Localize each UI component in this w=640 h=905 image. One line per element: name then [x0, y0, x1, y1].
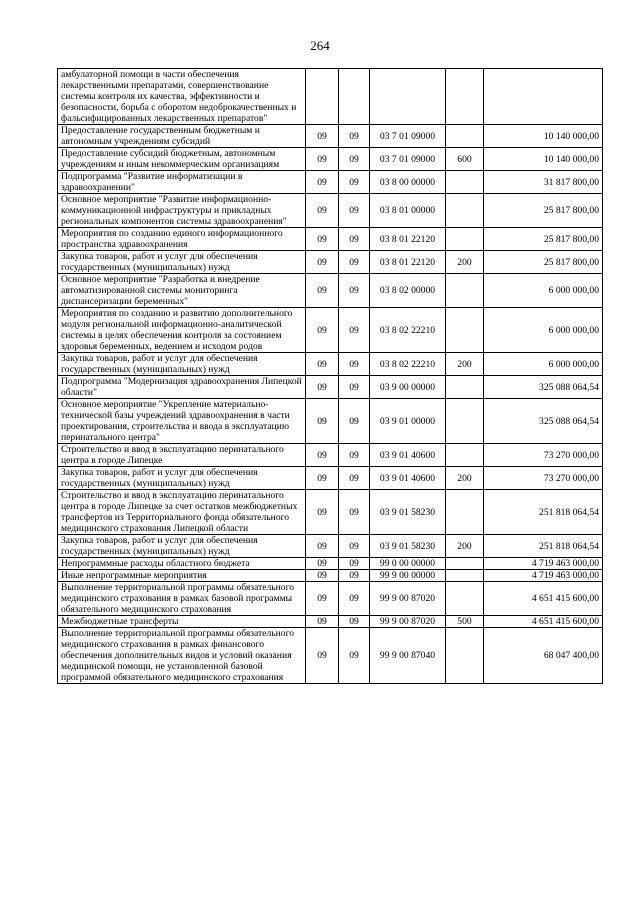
row-name-cell: Основное мероприятие "Развитие информационно-коммуникационной инфраструктуры и прикладных региональных компонентов системы здравоохранения" — [58, 194, 306, 228]
expense-type-cell — [446, 308, 484, 353]
target-item-cell: 03 9 01 40600 — [370, 467, 446, 490]
section-code-cell: 09 — [306, 558, 339, 570]
table-row — [58, 376, 603, 399]
budget-table — [57, 68, 603, 684]
target-item-cell: 03 8 02 22210 — [370, 308, 446, 353]
amount-cell: 10 140 000,00 — [484, 125, 603, 148]
expense-type-cell: 200 — [446, 535, 484, 558]
table-row — [58, 308, 603, 353]
amount-cell: 251 818 064,54 — [484, 535, 603, 558]
section-code-cell: 09 — [306, 353, 339, 376]
expense-type-cell: 200 — [446, 353, 484, 376]
row-name-cell: Межбюджетные трансферты — [58, 616, 306, 628]
section-code-cell: 09 — [306, 228, 339, 251]
subsection-code-cell: 09 — [339, 399, 370, 444]
table-row — [58, 125, 603, 148]
expense-type-cell: 200 — [446, 251, 484, 274]
amount-cell: 6 000 000,00 — [484, 353, 603, 376]
subsection-code-cell: 09 — [339, 148, 370, 171]
row-name-cell: Подпрограмма "Модернизация здравоохранения Липецкой области" — [58, 376, 306, 399]
subsection-code-cell: 09 — [339, 582, 370, 616]
section-code-cell: 09 — [306, 399, 339, 444]
subsection-code-cell: 09 — [339, 616, 370, 628]
expense-type-cell — [446, 69, 484, 125]
expense-type-cell — [446, 125, 484, 148]
section-code-cell: 09 — [306, 535, 339, 558]
target-item-cell: 03 9 01 40600 — [370, 444, 446, 467]
expense-type-cell — [446, 274, 484, 308]
section-code-cell: 09 — [306, 628, 339, 684]
table-row — [58, 69, 603, 125]
amount-cell: 73 270 000,00 — [484, 444, 603, 467]
subsection-code-cell — [339, 69, 370, 125]
target-item-cell: 03 7 01 09000 — [370, 148, 446, 171]
section-code-cell: 09 — [306, 148, 339, 171]
row-name-cell: Мероприятия по созданию единого информационного пространства здравоохранения — [58, 228, 306, 251]
amount-cell: 25 817 800,00 — [484, 194, 603, 228]
subsection-code-cell: 09 — [339, 628, 370, 684]
amount-cell: 25 817 800,00 — [484, 251, 603, 274]
table-row — [58, 582, 603, 616]
table-row — [58, 399, 603, 444]
row-name-cell: Непрограммные расходы областного бюджета — [58, 558, 306, 570]
subsection-code-cell: 09 — [339, 535, 370, 558]
table-row — [58, 558, 603, 570]
table-row — [58, 148, 603, 171]
table-row — [58, 490, 603, 535]
row-name-cell: амбулаторной помощи в части обеспечения лекарственными препаратами, совершенствование системы контроля их качества, эффективности и безопасности, борьба с оборотом недоброкачественных и фальсифицированных лекарственных препаратов" — [58, 69, 306, 125]
section-code-cell: 09 — [306, 125, 339, 148]
row-name-cell: Предоставление субсидий бюджетным, автономным учреждениям и иным некоммерческим организациям — [58, 148, 306, 171]
expense-type-cell: 600 — [446, 148, 484, 171]
table-row — [58, 194, 603, 228]
subsection-code-cell: 09 — [339, 125, 370, 148]
table-row — [58, 274, 603, 308]
subsection-code-cell: 09 — [339, 171, 370, 194]
row-name-cell: Иные непрограммные мероприятия — [58, 570, 306, 582]
amount-cell: 73 270 000,00 — [484, 467, 603, 490]
expense-type-cell — [446, 399, 484, 444]
amount-cell: 4 719 463 000,00 — [484, 558, 603, 570]
row-name-cell: Выполнение территориальной программы обязательного медицинского страхования в рамках базовой программы обязательного медицинского страхования — [58, 582, 306, 616]
expense-type-cell — [446, 194, 484, 228]
section-code-cell: 09 — [306, 570, 339, 582]
subsection-code-cell: 09 — [339, 376, 370, 399]
subsection-code-cell: 09 — [339, 274, 370, 308]
table-row — [58, 467, 603, 490]
expense-type-cell: 200 — [446, 467, 484, 490]
expense-type-cell — [446, 444, 484, 467]
expense-type-cell — [446, 490, 484, 535]
amount-cell: 4 719 463 000,00 — [484, 570, 603, 582]
target-item-cell: 99 9 00 87040 — [370, 628, 446, 684]
target-item-cell: 03 9 00 00000 — [370, 376, 446, 399]
subsection-code-cell: 09 — [339, 353, 370, 376]
target-item-cell: 99 9 00 87020 — [370, 582, 446, 616]
amount-cell: 325 088 064,54 — [484, 376, 603, 399]
expense-type-cell — [446, 228, 484, 251]
row-name-cell: Основное мероприятие "Укрепление материально-технической базы учреждений здравоохранения в части проектирования, строительства и ввода в эксплуатацию перинатального центра" — [58, 399, 306, 444]
section-code-cell: 09 — [306, 467, 339, 490]
section-code-cell: 09 — [306, 616, 339, 628]
subsection-code-cell: 09 — [339, 251, 370, 274]
row-name-cell: Закупка товаров, работ и услуг для обеспечения государственных (муниципальных) нужд — [58, 353, 306, 376]
page-number: 264 — [310, 38, 330, 53]
expense-type-cell — [446, 558, 484, 570]
target-item-cell: 03 8 01 22120 — [370, 251, 446, 274]
amount-cell: 4 651 415 600,00 — [484, 616, 603, 628]
section-code-cell: 09 — [306, 274, 339, 308]
row-name-cell: Закупка товаров, работ и услуг для обеспечения государственных (муниципальных) нужд — [58, 535, 306, 558]
row-name-cell: Подпрограмма "Развитие информатизации в здравоохранении" — [58, 171, 306, 194]
subsection-code-cell: 09 — [339, 444, 370, 467]
section-code-cell: 09 — [306, 490, 339, 535]
amount-cell: 68 047 400,00 — [484, 628, 603, 684]
table-row — [58, 570, 603, 582]
row-name-cell: Строительство и ввод в эксплуатацию перинатального центра в городе Липецке за счет остатков межбюджетных трансфертов из Территориального фонда обязательного медицинского страхования Липецкой области — [58, 490, 306, 535]
table-row — [58, 353, 603, 376]
expense-type-cell — [446, 582, 484, 616]
amount-cell: 325 088 064,54 — [484, 399, 603, 444]
amount-cell: 31 817 800,00 — [484, 171, 603, 194]
budget-table-body — [58, 69, 603, 684]
table-row — [58, 228, 603, 251]
target-item-cell: 03 8 01 22120 — [370, 228, 446, 251]
expense-type-cell — [446, 376, 484, 399]
target-item-cell: 03 9 01 00000 — [370, 399, 446, 444]
section-code-cell: 09 — [306, 308, 339, 353]
target-item-cell: 03 8 02 22210 — [370, 353, 446, 376]
section-code-cell: 09 — [306, 171, 339, 194]
amount-cell: 6 000 000,00 — [484, 274, 603, 308]
target-item-cell: 03 8 01 00000 — [370, 194, 446, 228]
section-code-cell: 09 — [306, 582, 339, 616]
subsection-code-cell: 09 — [339, 570, 370, 582]
row-name-cell: Закупка товаров, работ и услуг для обеспечения государственных (муниципальных) нужд — [58, 467, 306, 490]
amount-cell: 25 817 800,00 — [484, 228, 603, 251]
section-code-cell: 09 — [306, 376, 339, 399]
expense-type-cell — [446, 171, 484, 194]
row-name-cell: Закупка товаров, работ и услуг для обеспечения государственных (муниципальных) нужд — [58, 251, 306, 274]
amount-cell — [484, 69, 603, 125]
table-row — [58, 444, 603, 467]
expense-type-cell: 500 — [446, 616, 484, 628]
target-item-cell: 03 9 01 58230 — [370, 490, 446, 535]
subsection-code-cell: 09 — [339, 467, 370, 490]
section-code-cell: 09 — [306, 444, 339, 467]
target-item-cell: 03 7 01 09000 — [370, 125, 446, 148]
subsection-code-cell: 09 — [339, 228, 370, 251]
target-item-cell — [370, 69, 446, 125]
target-item-cell: 03 8 00 00000 — [370, 171, 446, 194]
subsection-code-cell: 09 — [339, 558, 370, 570]
table-row — [58, 616, 603, 628]
section-code-cell: 09 — [306, 251, 339, 274]
target-item-cell: 99 9 00 00000 — [370, 570, 446, 582]
subsection-code-cell: 09 — [339, 490, 370, 535]
row-name-cell: Предоставление государственным бюджетным и автономным учреждениям субсидий — [58, 125, 306, 148]
table-row — [58, 251, 603, 274]
table-row — [58, 628, 603, 684]
target-item-cell: 03 8 02 00000 — [370, 274, 446, 308]
row-name-cell: Строительство и ввод в эксплуатацию перинатального центра в городе Липецке — [58, 444, 306, 467]
amount-cell: 6 000 000,00 — [484, 308, 603, 353]
subsection-code-cell: 09 — [339, 194, 370, 228]
expense-type-cell — [446, 570, 484, 582]
target-item-cell: 99 9 00 87020 — [370, 616, 446, 628]
amount-cell: 251 818 064,54 — [484, 490, 603, 535]
target-item-cell: 03 9 01 58230 — [370, 535, 446, 558]
row-name-cell: Основное мероприятие "Разработка и внедрение автоматизированной системы мониторинга диспансеризации беременных" — [58, 274, 306, 308]
subsection-code-cell: 09 — [339, 308, 370, 353]
amount-cell: 10 140 000,00 — [484, 148, 603, 171]
table-row — [58, 535, 603, 558]
row-name-cell: Мероприятия по созданию и развитию дополнительного модуля региональной информационно-аналитической системы в целях обеспечения контроля за состоянием здоровья беременных, ведением и исходом родов — [58, 308, 306, 353]
row-name-cell: Выполнение территориальной программы обязательного медицинского страхования в рамках финансового обеспечения дополнительных видов и условий оказания медицинской помощи, не установленной базовой программой обязательного медицинского страхования — [58, 628, 306, 684]
amount-cell: 4 651 415 600,00 — [484, 582, 603, 616]
section-code-cell — [306, 69, 339, 125]
expense-type-cell — [446, 628, 484, 684]
table-row — [58, 171, 603, 194]
target-item-cell: 99 0 00 00000 — [370, 558, 446, 570]
section-code-cell: 09 — [306, 194, 339, 228]
